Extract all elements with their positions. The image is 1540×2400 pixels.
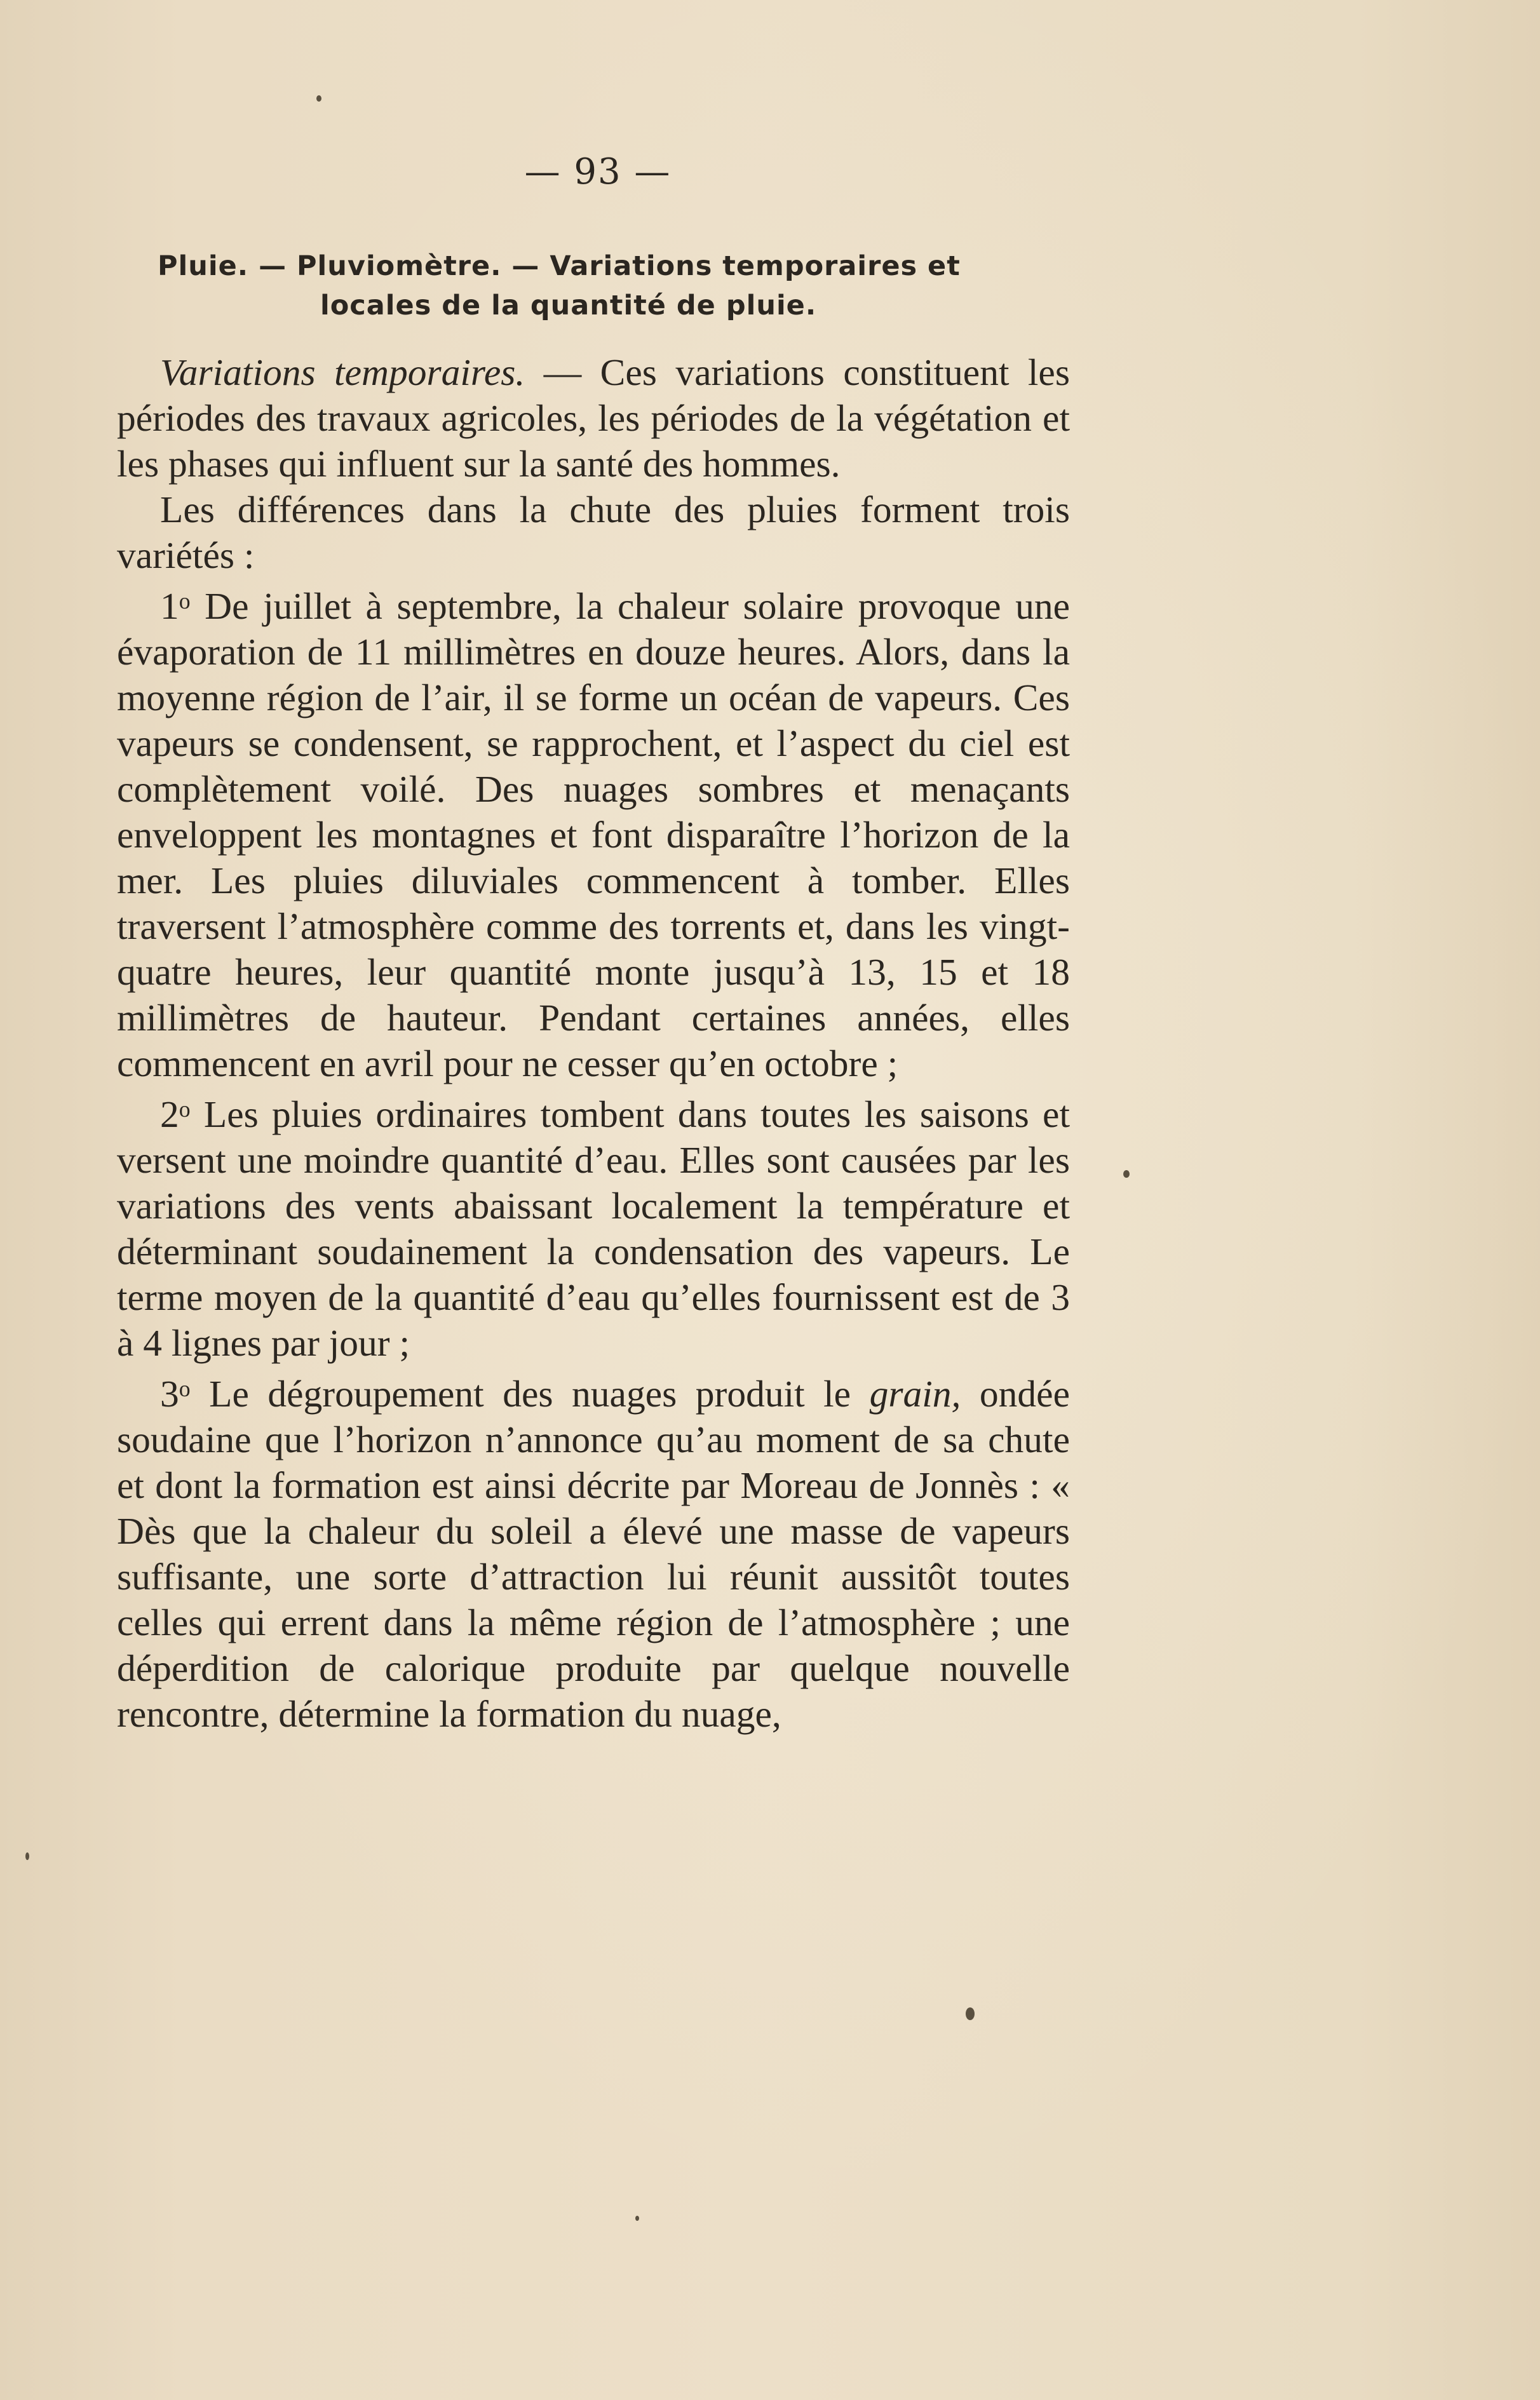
paragraph-italic-lead: Variations temporaires.	[160, 351, 525, 393]
paragraph-text: De juillet à septembre, la chaleur solaire provoque une évaporation de 11 millimètres en douze heures. Alors, dans la moyenne région de l’air, il se forme un océan de vapeurs. Ces vapeurs se condensent, se rapprochent, et l’aspect du ciel est complètement voilé. Des nuages sombres et menaçants enveloppent les montagnes et font disparaître l’horizon de la mer. Les pluies diluviales commencent à tomber. Elles traversent l’atmosphère comme des torrents et, dans les vingt-quatre heures, leur quantité monte jusqu’à 13, 15 et 18 millimètres de hauteur. Pendant certaines années, elles commencent en avril pour ne cesser qu’en octobre ;	[117, 585, 1070, 1085]
paragraph-italic-word: grain,	[869, 1373, 961, 1415]
paragraph-variations-temporaires	[117, 349, 1070, 487]
paper-speck	[1123, 1170, 1130, 1178]
paper-speck	[635, 2216, 639, 2221]
section-title-line-1: Pluie. — Pluviomètre. — Variations temporaires et	[158, 250, 961, 282]
paper-speck	[25, 1852, 29, 1860]
paragraph-text-after: ondée soudaine que l’horizon n’annonce qu’au moment de sa chute et dont la formation est ainsi décrite par Moreau de Jonnès : « Dès que la chaleur du soleil a élevé une masse de vapeurs suffisante, une sorte d’attraction lui réunit aussitôt toutes celles qui errent dans la même région de l’atmosphère ; une déperdition de calorique produite par quelque nouvelle rencontre, détermine la formation du nuage,	[117, 1373, 1070, 1736]
item-ordinal: o	[179, 588, 191, 614]
paragraph-text-before: Le dégroupement des nuages produit le	[190, 1373, 870, 1415]
paragraph-text: — Ces variations constituent les périodes des travaux agricoles, les périodes de la végétation et les phases qui influent sur la santé des hommes.	[117, 351, 1070, 485]
section-title	[158, 246, 1072, 325]
paragraph-item-1	[117, 578, 1070, 1086]
paper-speck	[966, 2007, 975, 2020]
body-text	[117, 349, 1070, 1737]
paragraph-text: Les pluies ordinaires tombent dans toutes les saisons et versent une moindre quantité d’eau. Elles sont causées par les variations des vents abaissant localement la température et déterminant soudainement la condensation des vapeurs. Le terme moyen de la quantité d’eau qu’elles fournissent est de 3 à 4 lignes par jour ;	[117, 1093, 1070, 1365]
page-number: — 93 —	[524, 151, 672, 192]
paragraph-item-2	[117, 1086, 1070, 1366]
item-ordinal: o	[179, 1376, 191, 1402]
paper-speck	[316, 95, 321, 102]
item-ordinal: o	[179, 1096, 191, 1122]
item-number: 1	[160, 585, 179, 628]
paragraph-item-3	[117, 1366, 1070, 1737]
item-number: 3	[160, 1373, 179, 1415]
section-title-line-2: locales de la quantité de pluie.	[320, 290, 817, 321]
item-number: 2	[160, 1093, 179, 1136]
paragraph-text: Les différences dans la chute des pluies forment trois variétés :	[117, 489, 1070, 576]
paragraph-differences	[117, 487, 1070, 578]
